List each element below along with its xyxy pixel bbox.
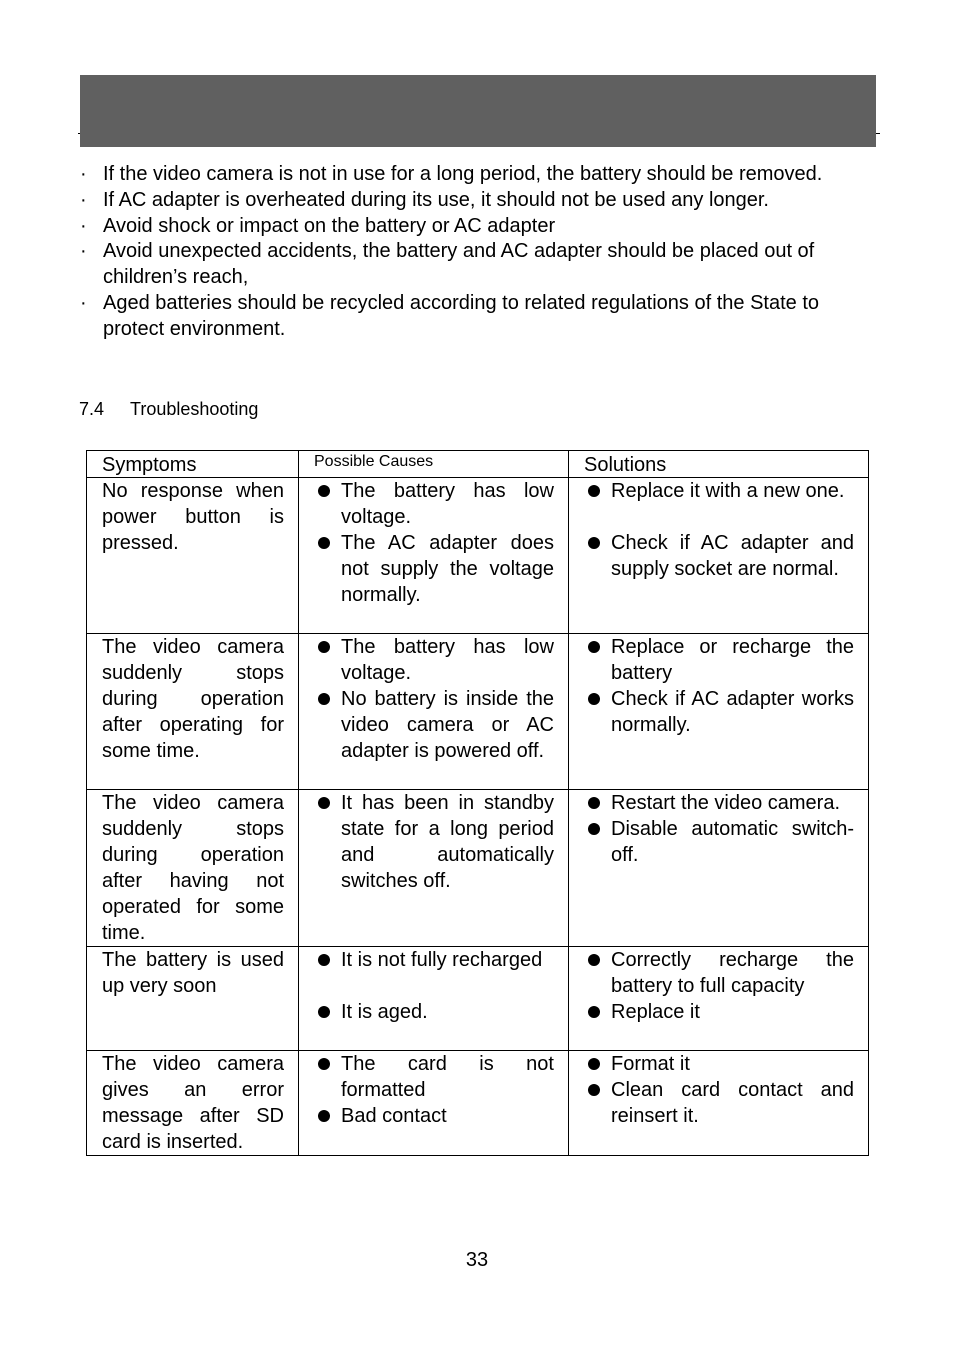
header-band bbox=[80, 75, 876, 147]
solution-item: Correctly recharge the battery to full capacity bbox=[585, 947, 854, 999]
page-number: 33 bbox=[465, 1249, 489, 1271]
table-header-row bbox=[87, 451, 869, 478]
bullet-icon bbox=[318, 485, 330, 497]
section-number: 7.4 bbox=[79, 399, 105, 419]
notes-list bbox=[80, 162, 880, 343]
solution-item: Check if AC adapter and supply socket are normal. bbox=[585, 530, 854, 582]
bullet-icon bbox=[588, 1006, 600, 1018]
solution-item: Check if AC adapter works normally. bbox=[585, 686, 854, 738]
note-item: · Avoid unexpected accidents, the battery and AC adapter should be placed out of children’s reach, bbox=[80, 240, 815, 289]
solutions-cell bbox=[569, 634, 869, 790]
solutions-cell bbox=[569, 1051, 869, 1156]
symptom-cell: The battery is used up very soon bbox=[87, 947, 299, 1051]
header-possible-causes: Possible Causes bbox=[299, 451, 569, 478]
bullet-icon bbox=[588, 797, 600, 809]
bullet-icon bbox=[588, 1084, 600, 1096]
symptom-cell: No response when power button is pressed. bbox=[87, 478, 299, 634]
bullet-icon bbox=[318, 797, 330, 809]
bullet-icon bbox=[318, 537, 330, 549]
cause-item: It has been in standby state for a long period and automatically switches off. bbox=[315, 790, 554, 894]
solution-item: Clean card contact and reinsert it. bbox=[585, 1077, 854, 1129]
table-row bbox=[87, 947, 869, 1051]
solution-item: Disable automatic switch- off. bbox=[585, 816, 854, 868]
section-title: Troubleshooting bbox=[130, 399, 259, 419]
note-marker: · bbox=[80, 291, 87, 314]
table-row bbox=[87, 1051, 869, 1156]
solution-item: Replace it bbox=[585, 999, 854, 1025]
table-row bbox=[87, 478, 869, 634]
note-item: · If the video camera is not in use for a long period, the battery should be removed. bbox=[80, 162, 880, 188]
cause-item: The AC adapter does not supply the voltage normally. bbox=[315, 530, 554, 608]
cause-item: It is not fully recharged bbox=[315, 947, 554, 973]
solutions-cell bbox=[569, 790, 869, 947]
cause-item: It is aged. bbox=[315, 999, 554, 1025]
bullet-icon bbox=[588, 485, 600, 497]
table-row bbox=[87, 790, 869, 947]
bullet-icon bbox=[588, 823, 600, 835]
note-marker: · bbox=[80, 214, 87, 237]
symptom-cell: The video camera suddenly stops during operation after operating for some time. bbox=[87, 634, 299, 790]
causes-cell bbox=[299, 790, 569, 947]
bullet-icon bbox=[588, 641, 600, 653]
bullet-icon bbox=[318, 1110, 330, 1122]
bullet-icon bbox=[318, 641, 330, 653]
symptom-cell: The video camera suddenly stops during operation after having not operated for some time. bbox=[87, 790, 299, 947]
bullet-icon bbox=[588, 693, 600, 705]
solution-item: Format it bbox=[585, 1051, 854, 1077]
bullet-icon bbox=[318, 693, 330, 705]
solution-item: Replace or recharge the battery bbox=[585, 634, 854, 686]
troubleshooting-table bbox=[86, 450, 869, 1156]
bullet-icon bbox=[588, 1058, 600, 1070]
section-heading bbox=[79, 397, 258, 421]
header-symptoms: Symptoms bbox=[87, 451, 299, 478]
bullet-icon bbox=[588, 954, 600, 966]
solutions-cell bbox=[569, 478, 869, 634]
cause-item: Bad contact bbox=[315, 1103, 554, 1129]
causes-cell bbox=[299, 478, 569, 634]
cause-item: The battery has low voltage. bbox=[315, 478, 554, 530]
causes-cell bbox=[299, 1051, 569, 1156]
note-marker: · bbox=[80, 188, 87, 211]
solution-item: Replace it with a new one. bbox=[585, 478, 854, 504]
cause-item: No battery is inside the video camera or AC adapter is powered off. bbox=[315, 686, 554, 764]
note-item: · If AC adapter is overheated during its use, it should not be used any longer. bbox=[80, 188, 880, 214]
bullet-icon bbox=[318, 1058, 330, 1070]
note-marker: · bbox=[80, 163, 87, 185]
causes-cell bbox=[299, 634, 569, 790]
bullet-icon bbox=[588, 537, 600, 549]
solutions-cell bbox=[569, 947, 869, 1051]
table-row bbox=[87, 634, 869, 790]
note-item: · Aged batteries should be recycled according to related regulations of the State to protect environment. bbox=[80, 291, 820, 340]
symptom-cell: The video camera gives an error message after SD card is inserted. bbox=[87, 1051, 299, 1156]
cause-item: The battery has low voltage. bbox=[315, 634, 554, 686]
bullet-icon bbox=[318, 954, 330, 966]
header-solutions: Solutions bbox=[569, 451, 869, 478]
cause-item: The card is not formatted bbox=[315, 1051, 554, 1103]
note-marker: · bbox=[80, 240, 87, 263]
causes-cell bbox=[299, 947, 569, 1051]
solution-item: Restart the video camera. bbox=[585, 790, 854, 816]
note-item: · Avoid shock or impact on the battery or AC adapter bbox=[80, 214, 880, 240]
bullet-icon bbox=[318, 1006, 330, 1018]
